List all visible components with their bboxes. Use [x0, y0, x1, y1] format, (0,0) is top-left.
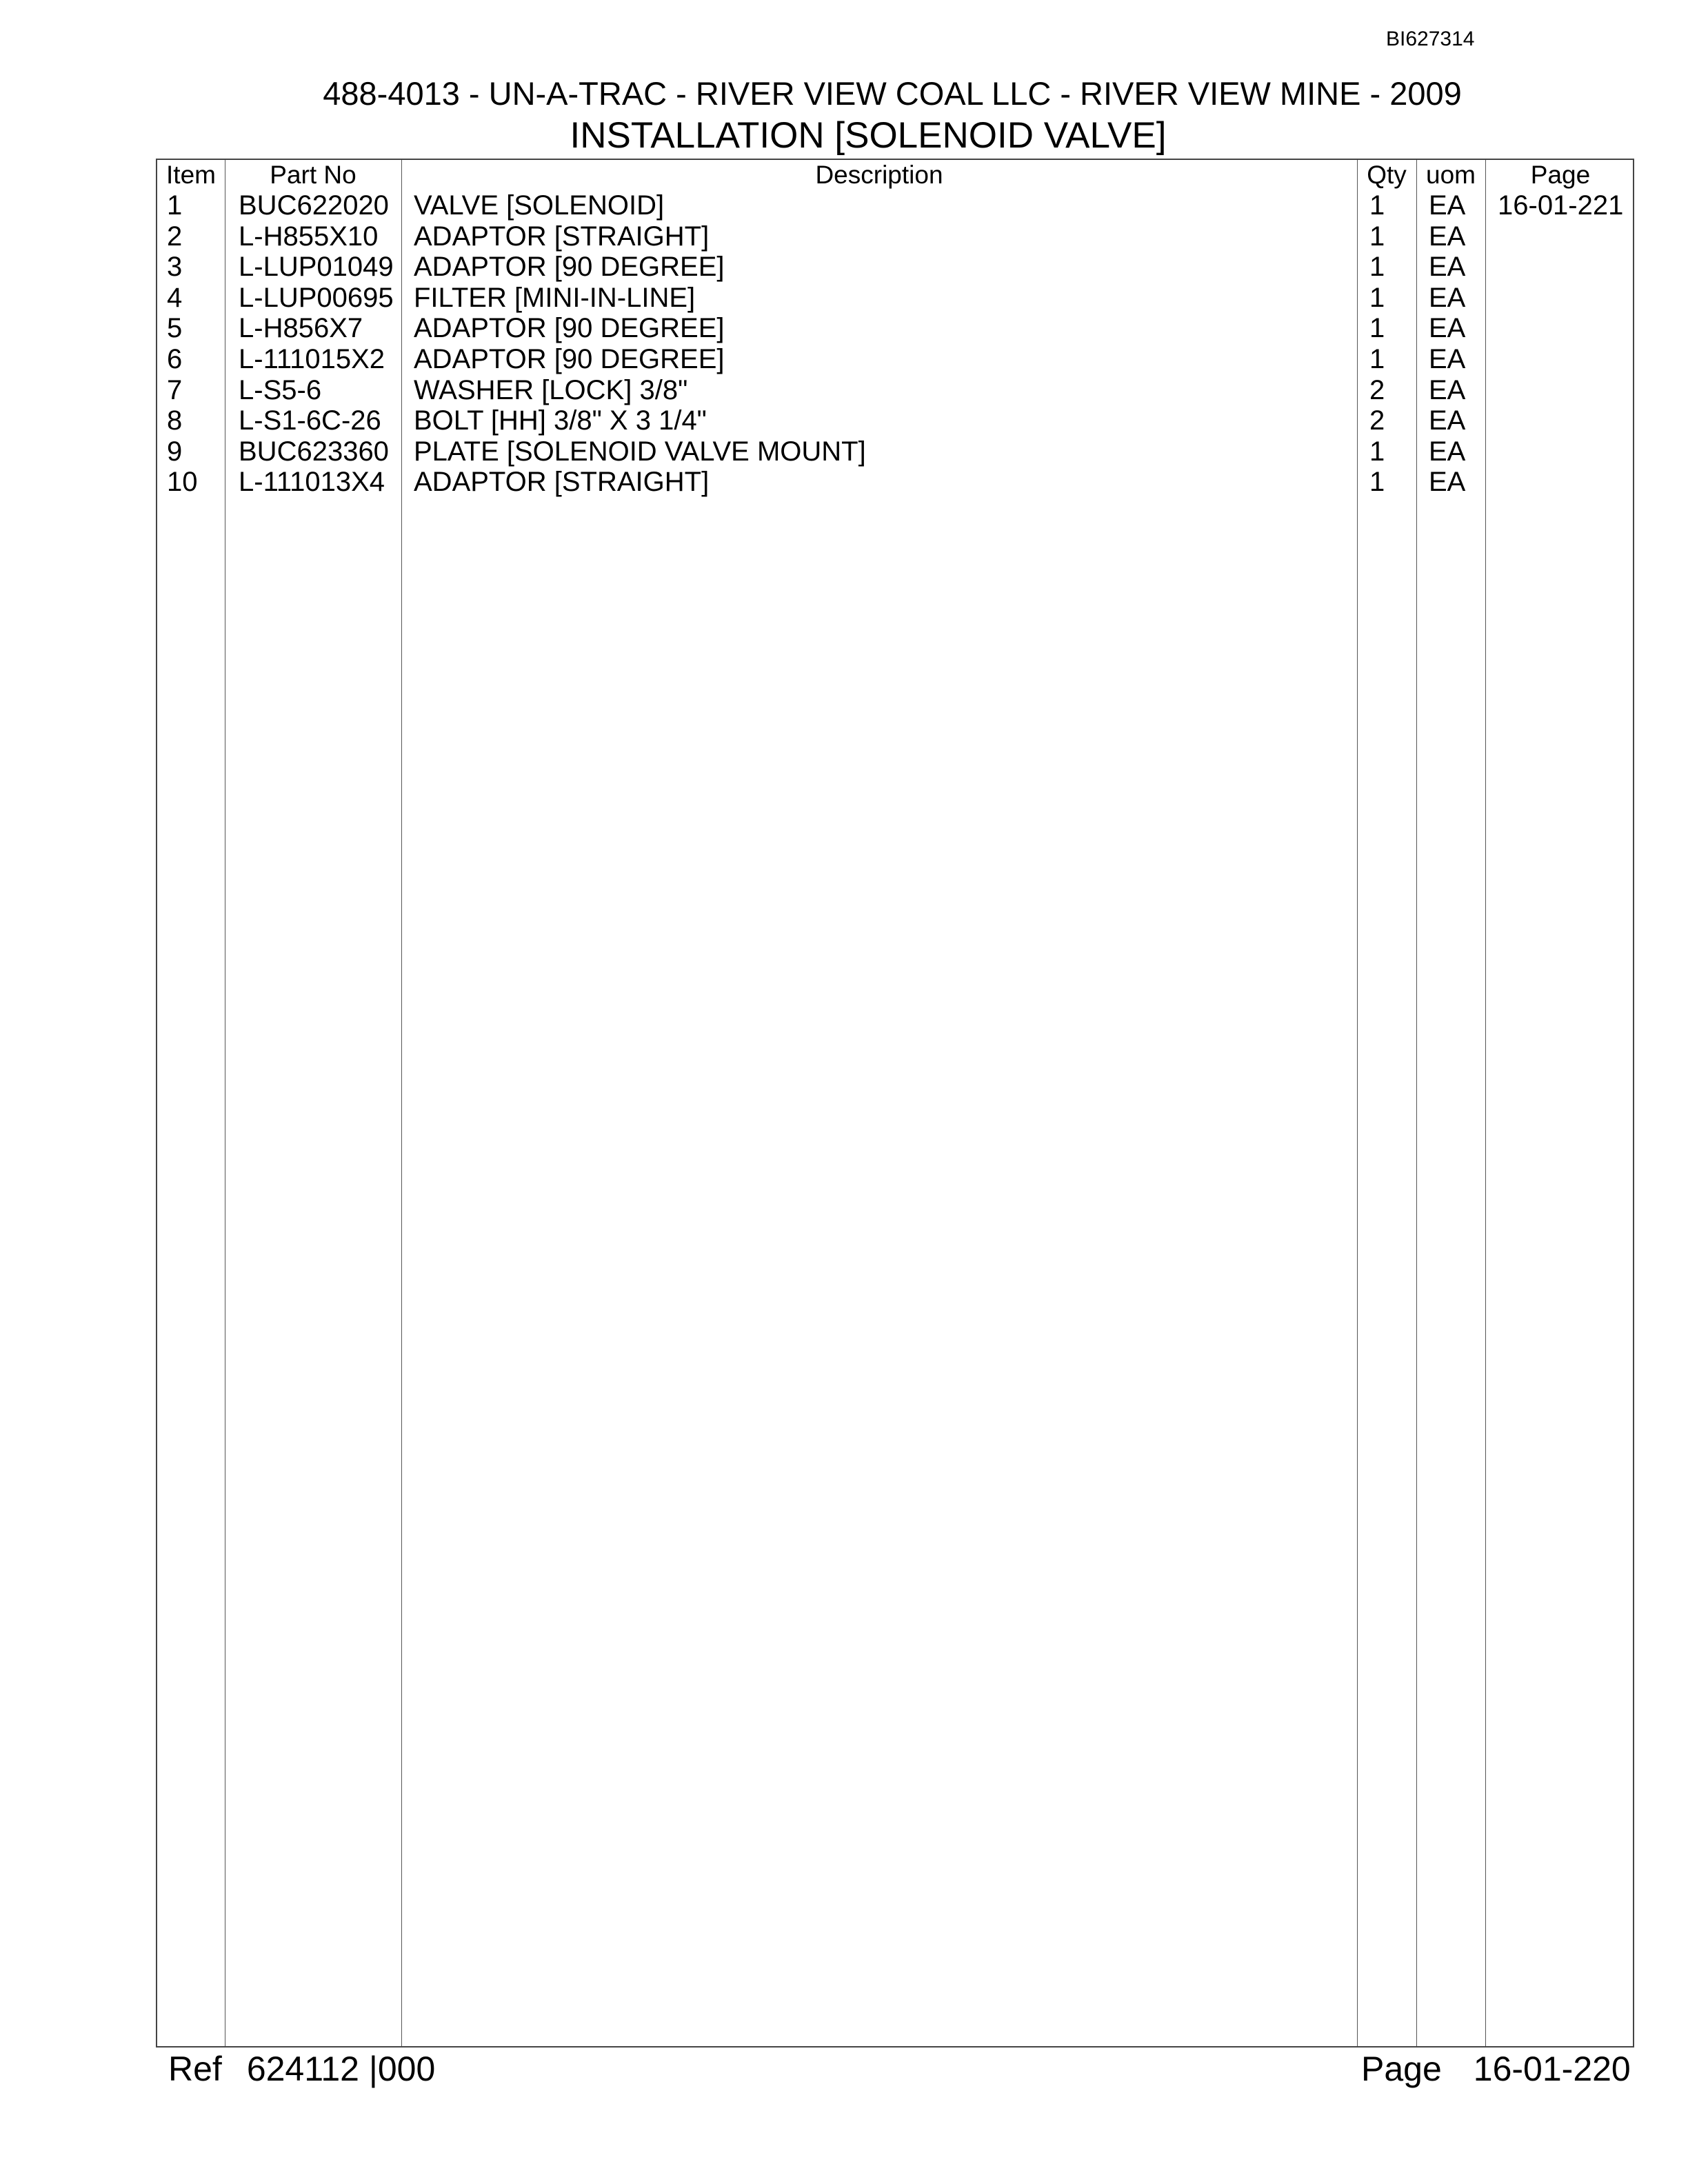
- cell-item: 6: [167, 343, 183, 374]
- page-label: Page: [1361, 2050, 1442, 2088]
- cell-part-no: L-LUP01049: [239, 252, 394, 283]
- cell-item: 4: [167, 282, 183, 313]
- cell-description: ADAPTOR [STRAIGHT]: [414, 221, 710, 252]
- cell-part-no: L-S5-6: [239, 374, 322, 405]
- cell-qty: 1: [1369, 467, 1385, 498]
- cell-uom: EA: [1429, 343, 1466, 374]
- cell-description: FILTER [MINI-IN-LINE]: [414, 282, 696, 313]
- cell-item: 2: [167, 221, 183, 252]
- cell-description: WASHER [LOCK] 3/8": [414, 374, 688, 405]
- cell-uom: EA: [1429, 313, 1466, 344]
- cell-item: 7: [167, 374, 183, 405]
- cell-uom: EA: [1429, 467, 1466, 498]
- cell-uom: EA: [1429, 436, 1466, 467]
- header-page: Page: [1530, 161, 1591, 189]
- document-subtitle: INSTALLATION [SOLENOID VALVE]: [570, 115, 1167, 156]
- table-row: [157, 190, 1633, 221]
- cell-item: 5: [167, 313, 183, 344]
- cell-item: 9: [167, 436, 183, 467]
- parts-table: [156, 159, 1634, 2048]
- cell-description: ADAPTOR [90 DEGREE]: [414, 343, 725, 374]
- cell-uom: EA: [1429, 190, 1466, 221]
- cell-description: BOLT [HH] 3/8" X 3 1/4": [414, 405, 707, 436]
- cell-part-no: L-H855X10: [239, 221, 379, 252]
- document-id: BI627314: [1386, 28, 1475, 50]
- cell-item: 1: [167, 190, 183, 221]
- cell-description: ADAPTOR [STRAIGHT]: [414, 467, 710, 498]
- cell-uom: EA: [1429, 282, 1466, 313]
- page-value: 16-01-220: [1473, 2050, 1631, 2088]
- cell-qty: 1: [1369, 343, 1385, 374]
- cell-page: 16-01-221: [1498, 190, 1624, 221]
- cell-uom: EA: [1429, 374, 1466, 405]
- table-row: [157, 313, 1633, 344]
- cell-description: PLATE [SOLENOID VALVE MOUNT]: [414, 436, 866, 467]
- table-row: [157, 467, 1633, 498]
- cell-part-no: L-S1-6C-26: [239, 405, 381, 436]
- table-row: [157, 405, 1633, 436]
- header-uom: uom: [1426, 161, 1476, 189]
- cell-uom: EA: [1429, 252, 1466, 283]
- header-qty: Qty: [1367, 161, 1407, 189]
- header-part-no: Part No: [270, 161, 356, 189]
- cell-qty: 1: [1369, 282, 1385, 313]
- cell-uom: EA: [1429, 221, 1466, 252]
- cell-item: 8: [167, 405, 183, 436]
- cell-description: ADAPTOR [90 DEGREE]: [414, 313, 725, 344]
- table-row: [157, 375, 1633, 406]
- footer-reference: [168, 2049, 435, 2089]
- document-title: 488-4013 - UN-A-TRAC - RIVER VIEW COAL LLC - RIVER VIEW MINE - 2009: [323, 75, 1462, 112]
- header-item: Item: [166, 161, 216, 189]
- cell-part-no: L-111013X4: [239, 467, 385, 498]
- cell-qty: 1: [1369, 221, 1385, 252]
- ref-value: 624112 |000: [246, 2050, 436, 2088]
- table-body: [157, 190, 1633, 498]
- table-row: [157, 344, 1633, 375]
- cell-item: 3: [167, 252, 183, 283]
- cell-qty: 1: [1369, 190, 1385, 221]
- cell-qty: 1: [1369, 252, 1385, 283]
- cell-part-no: L-H856X7: [239, 313, 363, 344]
- cell-description: ADAPTOR [90 DEGREE]: [414, 252, 725, 283]
- cell-qty: 1: [1369, 313, 1385, 344]
- cell-part-no: BUC623360: [239, 436, 389, 467]
- footer-page-number: [1361, 2049, 1631, 2089]
- cell-uom: EA: [1429, 405, 1466, 436]
- table-row: [157, 283, 1633, 314]
- ref-label: Ref: [168, 2050, 222, 2088]
- cell-qty: 2: [1369, 374, 1385, 405]
- table-row: [157, 221, 1633, 252]
- cell-part-no: L-LUP00695: [239, 282, 394, 313]
- header-description: Description: [815, 161, 943, 189]
- table-row: [157, 436, 1633, 467]
- cell-part-no: L-111015X2: [239, 343, 385, 374]
- cell-part-no: BUC622020: [239, 190, 389, 221]
- cell-item: 10: [167, 467, 198, 498]
- cell-description: VALVE [SOLENOID]: [414, 190, 665, 221]
- cell-qty: 1: [1369, 436, 1385, 467]
- cell-qty: 2: [1369, 405, 1385, 436]
- table-row: [157, 252, 1633, 283]
